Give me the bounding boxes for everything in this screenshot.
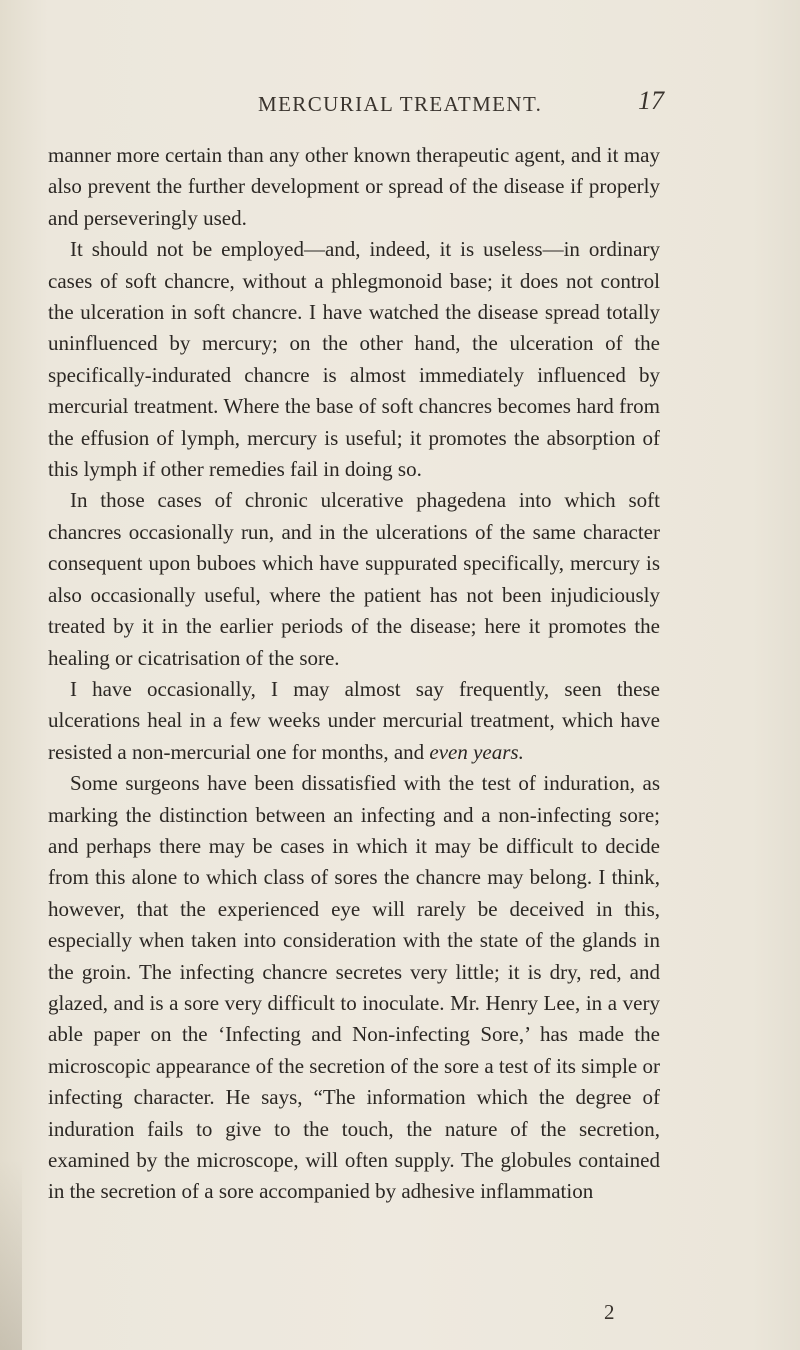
- paragraph-4: [48, 674, 660, 768]
- paragraph-1-text: manner more certain than any other known therapeutic agent, and it may also prevent the further development or spread of the disease if properly and perseveringly used.: [48, 143, 660, 230]
- paragraph-5: [48, 768, 660, 1208]
- paragraph-3-text: In those cases of chronic ulcerative phagedena into which soft chancres occasionally run, and in the ulcerations of the same character consequent upon buboes which have suppurated specifically, mercury is also occasionally useful, where the patient has not been injudiciously treated by it in the earlier periods of the disease; here it promotes the healing or cicatrisation of the sore.: [48, 488, 660, 670]
- paragraph-3: [48, 485, 660, 673]
- paragraph-1: [48, 140, 660, 234]
- running-title: MERCURIAL TREATMENT.: [258, 92, 543, 116]
- signature-mark: 2: [604, 1300, 615, 1324]
- paragraph-2-text: It should not be employed—and, indeed, it is useless—in ordinary cases of soft chancre, without a phlegmonoid base; it does not control the ulceration in soft chancre. I have watched the disease spread totally uninfluenced by mercury; on the other hand, the ulceration of the specifically-indurated chancre is almost immediately influenced by mercurial treatment. Where the base of soft chancres becomes hard from the effusion of lymph, mercury is useful; it promotes the absorption of this lymph if other remedies fail in doing so.: [48, 237, 660, 482]
- paragraph-4-text: I have occasionally, I may almost say frequently, seen these ulcerations heal in a few weeks under mercurial treatment, which have resisted a non-mercurial one for months, and: [48, 676, 660, 764]
- page-edge-shadow: [0, 1160, 22, 1350]
- page-number: 17: [638, 86, 664, 115]
- paragraph-2: [48, 234, 660, 485]
- paragraph-5-text: Some surgeons have been dissatisfied with the test of induration, as marking the distinction between an infecting and a non-infecting sore; and perhaps there may be cases in which it may be difficult to decide from this alone to which class of sores the chancre may belong. I think, however, that the experienced eye will rarely be deceived in this, especially when taken into consideration with the state of the glands in the groin. The infecting chancre secretes very little; it is dry, red, and glazed, and is a sore very difficult to inoculate. Mr. Henry Lee, in a very able paper on the ‘Infecting and Non-infecting Sore,’ has made the microscopic appearance of the secretion of the sore a test of its simple or infecting character. He says, “The information which the degree of induration fails to give to the touch, the nature of the secretion, examined by the microscope, will often supply. The globules contained in the secretion of a sore accompanied by adhesive inflammation: [48, 771, 660, 1204]
- paragraph-4-emphasis: even years.: [429, 739, 524, 764]
- running-head: [0, 86, 800, 122]
- body-text: [48, 140, 660, 1208]
